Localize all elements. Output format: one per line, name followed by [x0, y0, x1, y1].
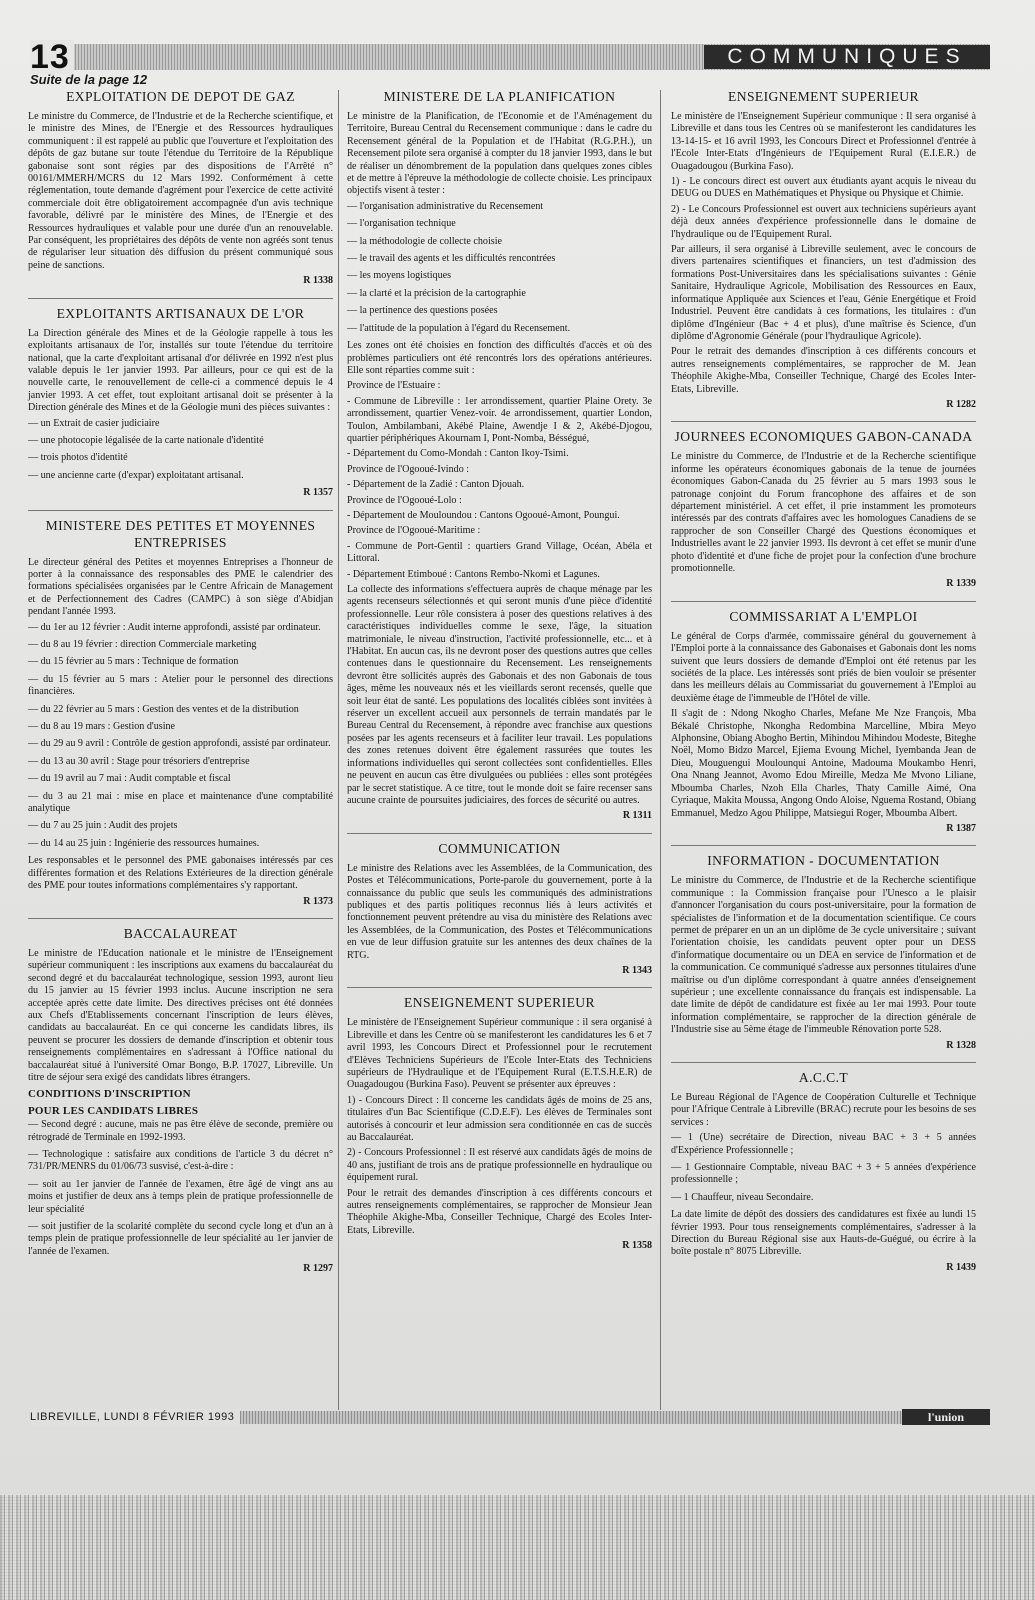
article-title: COMMUNICATION [347, 833, 652, 857]
article-paragraph: 1) - Le concours direct est ouvert aux étudiants ayant acquis le niveau du DEUG ou DUES en Mathématiques et Physique ou Physique et Chimie. [671, 176, 976, 200]
list-item: — du 8 au 19 février : direction Commerciale marketing [28, 639, 257, 650]
article [347, 88, 652, 823]
list-item: — du 19 avril au 7 mai : Audit comptable et fiscal [28, 773, 231, 785]
article-paragraph: 2) - Concours Professionnel : Il est réservé aux candidats âgés de moins de 40 ans, justifiant de trois ans de pratique professionnelle en hydraulique ou équipement rural. [347, 1147, 652, 1184]
list-item: — une photocopie légalisée de la carte nationale d'identité [28, 434, 264, 446]
article-title: A.C.C.T [671, 1062, 976, 1086]
article-title: BACCALAUREAT [28, 918, 333, 942]
article-paragraph: 2) - Le Concours Professionnel est ouvert aux techniciens supérieurs ayant déjà deux années d'expérience professionnelle dans le domaine de l'hydraulique ou de l'Equipement Rural. [671, 203, 976, 240]
footer-dateline: LIBREVILLE, LUNDI 8 FÉVRIER 1993 [30, 1409, 240, 1425]
article-paragraph: La collecte des informations s'effectuera auprès de chaque ménage par les agents recenseurs sélectionnés et qui seront munis d'une pièce d'identité professionnelle. Leur rôle consistera à poser des questions relatives à des caractéristiques individuelles comme le sexe, l'âge, la situation matrimoniale, le niveau d'instruction, l'activité professionnelle, etc... et à l'Habitat. En aucun cas, ils ne devront poser des questions autres que celles contenues dans le questionnaire du Recensement. Les renseignements devront être sollicités auprès des Gabonais et des non Gabonais de tous âges, même les nouveaux nés et les vieillards seront recensés, quelle que soit leur état de santé. Les populations des localités ciblées sont invitées à réserver un excellent accueil aux personnels de terrain mandatés par le Bureau Central du Recensement, à répondre avec franchise aux questions posées par les agents recenseurs et à faciliter leur travail. Les populations des zones retenues doivent être également rassurées que toutes les informations individuelles qui seront collectées sont confidentielles. Elles ne peuvent en aucun cas être divulguées ou publiées : elles sont protégées par le secret statistique. A ce titre, tout le monde doit se faire recenser sans aucune crainte de poursuites judiciaires, des forces de sécurité ou autres. [347, 584, 652, 806]
reference-code: R 1338 [303, 275, 333, 287]
list-item: — 1 (Une) secrétaire de Direction, niveau BAC + 3 + 5 années d'Expérience Professionnelle ; [671, 1132, 976, 1156]
article [28, 510, 333, 908]
list-item: — la méthodologie de collecte choisie [347, 235, 502, 247]
article-title: EXPLOITANTS ARTISANAUX DE L'OR [28, 298, 333, 322]
article-title: MINISTERE DES PETITES ET MOYENNES ENTREPRISES [28, 510, 333, 551]
list-item: — du 8 au 19 mars : Gestion d'usine [28, 721, 176, 733]
list-item: — une ancienne carte (d'expar) exploitatant artisanal. [28, 469, 244, 481]
article [28, 88, 333, 288]
article-paragraph: Les zones ont été choisies en fonction des difficultés d'accès et où des problèmes particuliers ont été rencontrés lors des opérations antérieures. Elle sont réparties comme suit : [347, 340, 652, 376]
list-item: — l'organisation administrative du Recensement [347, 200, 544, 212]
column-divider [660, 90, 661, 1410]
column-3 [671, 88, 976, 1284]
column-1 [28, 88, 333, 1286]
list-item: — 1 Gestionnaire Comptable, niveau BAC + 3 + 5 années d'expérience professionnelle ; [671, 1162, 976, 1186]
article-paragraph: Pour le retrait des demandes d'inscription à ces différents concours et autres renseignements complémentaires, se rapprocher de M. Jean Théophile Akighe-Mba, Conseiller Technique, Chargé des Ecoles Inter-Etats, Libreville. [671, 346, 976, 395]
article-subheading: POUR LES CANDIDATS LIBRES [28, 1104, 199, 1117]
reference-code: R 1358 [622, 1240, 652, 1252]
list-item: — l'attitude de la population à l'égard du Recensement. [347, 322, 571, 334]
article-paragraph: Le directeur général des Petites et moyennes Entreprises a l'honneur de porter à la connaissance des responsables des PME le calendrier des formations spécialisées organisées par le Centre Africain de Management et de Perfectionnement des Cadres (CAMPC) à son siège d'Abidjan pendant l'année 1993. [28, 556, 333, 618]
article-title: COMMISSARIAT A L'EMPLOI [671, 601, 976, 625]
article [347, 987, 652, 1252]
article-paragraph: - Département Etimboué : Cantons Rembo-Nkomi et Lagunes. [347, 568, 600, 580]
reference-code: R 1297 [303, 1263, 333, 1275]
reference-code: R 1343 [622, 964, 652, 976]
article-title: JOURNEES ECONOMIQUES GABON-CANADA [671, 421, 976, 445]
article [671, 845, 976, 1052]
article-title: EXPLOITATION DE DEPOT DE GAZ [66, 89, 295, 104]
list-item: — du 22 février au 5 mars : Gestion des ventes et de la distribution [28, 703, 299, 715]
list-item: — un Extrait de casier judiciaire [28, 417, 160, 429]
article-paragraph: Le général de Corps d'armée, commissaire général du gouvernement à l'Emploi porte à la connaissance des Gabonaises et Gabonais dont les noms suivent que leurs dossiers de demande d'Emploi ont été retenus par les sociétés de la place. Les intéressés sont priés de bien vouloir se présenter dans les meilleurs délais au Commissariat du gouvernement à l'Emploi au deuxième étage de l'immeuble de l'Hôtel de ville. [671, 630, 976, 704]
list-item: — le travail des agents et les difficultés rencontrées [347, 253, 556, 265]
article-title: ENSEIGNEMENT SUPERIEUR [728, 89, 919, 104]
article-paragraph: - Département de la Zadié : Canton Djouah. [347, 479, 525, 491]
article-paragraph: La date limite de dépôt des dossiers des candidatures est fixée au lundi 15 février 1993. Pour tous renseignements complémentaires, s'adresser à la Direction du Bureau Régional sise aux Hauts-de-Guégué, ou écrire à la boîte postale n° 8075 Libreville. [671, 1209, 976, 1258]
article-paragraph: Le Bureau Régional de l'Agence de Coopération Culturelle et Technique pour l'Afrique Centrale à Libreville (BRAC) recrute pour les besoins de ses services : [671, 1092, 976, 1128]
list-item: — la clarté et la précision de la cartographie [347, 287, 526, 299]
article [28, 918, 333, 1276]
article-paragraph: Pour le retrait des demandes d'inscription à ces différents concours et autres renseignements complémentaires, se rapprocher de Monsieur Jean Théophile Akighe-Mba, Conseiller Technique, Chargé des Ecoles Inter-Etats, Libreville. [347, 1187, 652, 1236]
list-item: — Technologique : satisfaire aux conditions de l'article 3 du décret n° 731/PR/MENRS du 01/06/73 susvisé, c'est-à-dire : [28, 1149, 333, 1173]
article [671, 1062, 976, 1274]
article-title: ENSEIGNEMENT SUPERIEUR [347, 987, 652, 1011]
article-paragraph: Province de l'Ogooué-Lolo : [347, 494, 462, 506]
article-paragraph: Province de l'Estuaire : [347, 380, 441, 392]
article-title: INFORMATION - DOCUMENTATION [671, 845, 976, 869]
column-2 [347, 88, 652, 1263]
article-paragraph: Par ailleurs, il sera organisé à Libreville seulement, avec le concours de divers partenaires scientifiques et financiers, un test d'admission des formations Post-Universitaires dans les spécialisations suivantes : Génie Sanitaire, Hydraulique Agricole, Mobilisation des Ressources en Eaux, informatique Appliquée aux Sciences et l'eau, Génie Energétique et Froid Industriel. Peuvent être candidats à ces formations, les titulaires : d'un diplôme d'Ingénieur (Bac + 4 et plus), d'une maîtrise ès Science, d'un diplôme d'Agronomie Générale (pour l'hydraulique Agricole). [671, 244, 976, 342]
list-item: — du 1er au 12 février : Audit interne approfondi, assisté par ordinateur. [28, 621, 321, 633]
article-subheading: CONDITIONS D'INSCRIPTION [28, 1088, 191, 1101]
article-paragraph: - Commune de Libreville : 1er arrondissement, quartier Plaine Orety. 3e arrondissement, quartier Venez-voir. 4e arrondissement, quartier London, Toulon, Ambilambani, Akébé Plaine, Awendje I & 2, Akébé-Djogou, quartier périphériques Akournam I, Pont-Nomba, Bésségué, [347, 395, 652, 444]
scan-noise [0, 1495, 1035, 1600]
list-item: — du 7 au 25 juin : Audit des projets [28, 820, 178, 832]
list-item: — du 15 février au 5 mars : Atelier pour le personnel des directions financières. [28, 673, 333, 698]
article [28, 298, 333, 500]
list-item: — la pertinence des questions posées [347, 305, 498, 317]
article-paragraph: Le ministère de l'Enseignement Supérieur communique : il sera organisé à Libreville et dans les Centre où se manifesteront les candidatures les 6 et 7 avril 1993, les Concours Direct et Professionnel pour le recrutement d'Elèves Techniciens Supérieurs de l'Ecole Inter-Etats des Techniciens supérieurs de l'Hydraulique et de l'Equipement Rural (E.T.S.H.E.R) de Ouagadougou (Burkina Faso). Peuvent se présenter aux épreuves : [347, 1017, 652, 1091]
article-paragraph: La Direction générale des Mines et de la Géologie rappelle à tous les exploitants artisanaux de l'or, installés sur toute l'étendue du territoire national, que la carte d'exploitant artisanal d'or délivrée en 1992 n'est plus valable depuis le 1er janvier 1993. Par ailleurs, pour ce qui est de la nouvelle carte, le renouvellement de celle-ci a commencé depuis le 4 janvier 1993. A cet effet, tout exploitant artisanal doit se présenter à la Direction générale des Mines et de la Géologie muni des pièces suivantes : [28, 327, 333, 414]
reference-code: R 1282 [946, 398, 976, 410]
reference-code: R 1357 [303, 487, 333, 499]
footer-paper-name: l'union [902, 1409, 990, 1425]
article-paragraph: Le ministre de la Planification, de l'Economie et de l'Aménagement du Territoire, Bureau Central du Recensement communique : dans le cadre du Recensement général de la Population et de l'Habitat (R.G.P.H.), un Recensement pilote sera organisé à compter du 18 janvier 1993, dans le but de réaliser un dénombrement de la population dans quelques zones cibles et de mettre à l'épreuve la méthodologie de collecte choisie. Les principaux objectifs visent à tester : [347, 111, 652, 197]
section-title: COMMUNIQUES [704, 45, 990, 69]
article-paragraph: Le ministre du Commerce, de l'Industrie et de la Recherche scientifique informe les opérateurs économiques gabonais de la tenue de journées économiques Gabon-Canada du 25 février au 5 mars 1993 sous le patronage conjoint du Forum francophone des affaires et de son département ministériel. A cet effet, il prie instamment les promoteurs intéressés par des contrats d'affaires avec les homologues Canadiens de se rapprocher de son Conseiller Chargé des Questions économiques et Industrielles avant le 22 janvier 1993. Ils devront à cet effet se munir d'une photo d'identité et d'une fiche de projet pour la confection d'une brochure promotionnelle. [671, 451, 976, 574]
list-item: — du 3 au 21 mai : mise en place et maintenance d'une comptabilité analytique [28, 790, 333, 815]
article [671, 421, 976, 590]
reference-code: R 1373 [303, 895, 333, 907]
article-paragraph: Il s'agit de : Ndong Nkogho Charles, Mefane Me Nze François, Mba Békalé Christophe, Nkongha Redombina Marcelline, Mbira Meyo Alphonsine, Obiang Abogho Bertin, Mihindou Mihindou Modeste, Biteghe Noël, Momo Bidzo Marcel, Ejiema Evoung Michel, Iyembanda Jean de Dieu, Mouguengui Moulounqui Antoine, Madouma Moukambo Henri, Ona Nnang Jeannot, Avomo Edou Mireille, Medza Me Mvono Liliane, Mboumba Charles, Nzoh Ella Charles, Thaty Camille Aimé, Ona Cyriaque, Makita Moussa, Angong Ondo Aloise, Nguema Rostand, Obiang Emmanuel, Medzo Agou Philippe, Matsiegui Roger, Mboumba Albert. [671, 708, 976, 819]
reference-code: R 1311 [622, 810, 652, 822]
article-paragraph: - Commune de Port-Gentil : quartiers Grand Village, Océan, Abéla et Littoral. [347, 540, 652, 565]
reference-code: R 1339 [946, 578, 976, 590]
article-paragraph: - Département du Como-Mondah : Canton Ikoy-Tsimi. [347, 448, 569, 460]
list-item: — du 15 février au 5 mars : Technique de formation [28, 656, 239, 668]
list-item: — trois photos d'identité [28, 452, 128, 464]
article-paragraph: Le ministère de l'Enseignement Supérieur communique : Il sera organisé à Libreville et dans tous les Centres où se manifesteront les candidatures les 13-14-15- et 16 avril 1993, les Concours Direct et Professionnel d'entrée à l'Ecole Inter-Etats d'Ingénieurs de l'Equipement Rural (E.I.E.R.) de Ouagadougou (Burkina Faso). [671, 111, 976, 172]
list-item: — Second degré : aucune, mais ne pas être élève de seconde, première ou rétrogradé de Terminale en 1992-1993. [28, 1119, 333, 1143]
article-paragraph: Province de l'Ogooué-Maritime : [347, 525, 481, 537]
reference-code: R 1387 [946, 822, 976, 834]
list-item: — les moyens logistiques [347, 270, 452, 282]
article-paragraph: Le ministre du Commerce, de l'Industrie et de la Recherche scientifique, et le ministre des Mines, de l'Energie et des Ressources hydrauliques communiquent : il est rappelé au public que l'ouverture et l'exploitation des dépôts de gaz butane sur toute l'étendue du Territoire de la République gabonaise sont sont régies par des dispositions de l'Arrêté n° 00161/MMERH/MCRS du 12 Mars 1992. Conformément à cette réglementation, toute demande d'agrément pour l'exercice de cette activité commerciale doit être obligatoirement accompagnée d'un avis technique favorable, délivré par le ministère des Mines, de l'Energie et des Ressources hydrauliques et valable pour une durée d'un an renouvelable. Par conséquent, les propriétaires des dépôts de vente non agréés sont tenus de régulariser leur situation dès diffusion du présent communiqué sous peine de sanctions. [28, 111, 333, 271]
article-paragraph: Le ministre des Relations avec les Assemblées, de la Communication, des Postes et Télécommunications, Porte-parole du gouvernement, porte à la connaissance du public que seuls les communiqués des administrations publiques et des partis politiques reconnus liés à leurs activités et fonctionnement peuvent prétendre au visa du ministère des Relations avec les Assemblées, de la Communication, des Postes et Télécommunications en vue de leur diffusion gratuite sur les antennes des deux chaînes de la RTG. [347, 862, 652, 961]
list-item: — l'organisation technique [347, 218, 456, 230]
article-paragraph: 1) - Concours Direct : Il concerne les candidats âgés de moins de 25 ans, titulaires d'un Bac Scientifique (C.D.E.F). Les élèves de Terminales sont autorisés à concourir et leur admission sera conditionnée en cas de succès au Baccalauréat. [347, 1094, 652, 1144]
continued-note: Suite de la page 12 [30, 72, 148, 87]
article-paragraph: Les responsables et le personnel des PME gabonaises intéressés par ces différentes formation et des Relations Extérieures de la direction générale des PME pour toutes informations complémentaires s'y rapportant. [28, 855, 333, 892]
list-item: — soit au 1er janvier de l'année de l'examen, être âgé de vingt ans au moins et justifier de deux ans à temps plein de pratique professionnelle de leur spécialité [28, 1178, 333, 1215]
article [671, 88, 976, 411]
article-paragraph: Le ministre du Commerce, de l'Industrie et de la Recherche scientifique communique : la Commission française pour l'Unesco a le plaisir d'annoncer l'organisation du cours post-universitaire, pour la formation de spécialistes de l'information et de la documentation scientifique. Ce cours permet de préparer en un an un diplôme de 3e cycle universitaire ; suivant l'orientation choisie, les candidats peuvent opter pour un DESS d'informatique documentaire ou un DEA en service de l'information et de la communication. Ce communiqué s'adresse aux personnes titulaires d'une maîtrise ou d'un diplôme correspondant à quatre années d'enseignement supérieur ; une excellente connaissance du français est indispensable. La date limite de dépôt de candidature est fixée au 1er mai 1993. Pour toute information complémentaire, se rapprocher de la direction générale de l'Industrie sise au 5ème étage de l'immeuble Rénovation porte 528. [671, 875, 976, 1036]
list-item: — soit justifier de la scolarité complète du second cycle long et d'un an à temps plein de pratique professionnelle de leur spécialité au 1er janvier de l'année de l'examen. [28, 1221, 333, 1257]
reference-code: R 1439 [946, 1261, 976, 1273]
article [347, 833, 652, 978]
reference-code: R 1328 [946, 1039, 976, 1051]
page-number: 13 [30, 40, 74, 74]
list-item: — du 14 au 25 juin : Ingénierie des ressources humaines. [28, 837, 260, 849]
article-paragraph: Province de l'Ogooué-Ivindo : [347, 463, 470, 475]
article-paragraph: - Département de Mouloundou : Cantons Ogooué-Amont, Poungui. [347, 509, 620, 521]
list-item: — du 29 au 9 avril : Contrôle de gestion approfondi, assisté par ordinateur. [28, 738, 331, 750]
list-item: — du 13 au 30 avril : Stage pour trésoriers d'entreprise [28, 755, 250, 767]
list-item: — 1 Chauffeur, niveau Secondaire. [671, 1191, 814, 1203]
article-title: MINISTERE DE LA PLANIFICATION [383, 89, 616, 104]
column-divider [338, 90, 339, 1410]
article [671, 601, 976, 836]
article-paragraph: Le ministre de l'Education nationale et le ministre de l'Enseignement supérieur communiquent : les inscriptions aux examens du baccalauréat du second degré et du baccalauréat technologique, session 1993, auront lieu du 15 janvier au 15 février 1993 inclus. Aucune inscription ne sera acceptée après cette date limite. Des directives précises ont été données aux Chefs d'Etablissements concernant l'inscription de leurs élèves, candidats au baccalauréat. En ce qui concerne les candidats libres, ils peuvent se procurer les dossiers de demande d'inscription et obtenir tous renseignements complémentaires en s'adressant à l'Office national du baccalauréat situé à l'université Omar Bongo, B.P. 17027, Libreville. Un titre de séjour sera exigé des candidats libres étrangers. [28, 947, 333, 1083]
